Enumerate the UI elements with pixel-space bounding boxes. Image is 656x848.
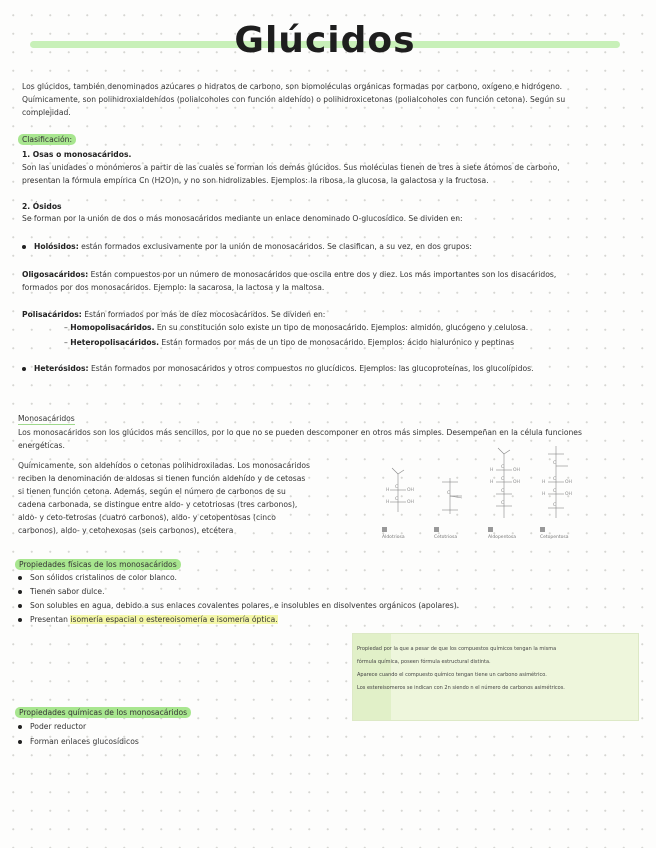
- svg-text:C: C: [501, 465, 505, 470]
- aldotriosa-structure: [390, 468, 406, 512]
- note-line: Propiedad por la que a pesar de que los compuestos químicos tengan la misma: [357, 646, 557, 652]
- intro-line: Los glúcidos, también denominados azúcares o hidratos de carbono, son biomoléculas orgánicas formadas por carbono, oxígeno e hidrógeno.: [22, 82, 562, 91]
- list-item: Presentan isomería espacial o estereoisomería e isomería óptica.: [18, 613, 638, 627]
- oligo-line: formados por dos monosacáridos. Ejemplo: la sacarosa, la lactosa y la maltosa.: [22, 283, 325, 292]
- bullet-icon: [18, 725, 22, 729]
- monosaccharide-figure: [378, 442, 596, 542]
- svg-text:H: H: [542, 492, 546, 497]
- bullet-icon: [18, 618, 22, 622]
- aldopentosa-structure: [496, 448, 512, 518]
- svg-text:C: C: [447, 491, 451, 496]
- propiedades-fisicas-list: [18, 571, 638, 627]
- svg-text:H: H: [490, 480, 494, 485]
- molecule-structures-drawing: [378, 442, 596, 530]
- svg-text:C: C: [553, 503, 557, 508]
- polisacaridos-paragraph: [22, 308, 325, 321]
- monosacaridos-heading: Monosacáridos: [18, 414, 75, 423]
- list-item: Son sólidos cristalinos de color blanco.: [18, 571, 638, 585]
- svg-text:H: H: [386, 488, 390, 493]
- bullet-icon: [18, 740, 22, 744]
- monosacaridos-detail: [18, 459, 348, 537]
- svg-text:OH: OH: [513, 480, 520, 485]
- intro-paragraph: [22, 80, 642, 119]
- bullet-icon: [18, 590, 22, 594]
- propiedades-quimicas-heading: Propiedades químicas de los monosacáridos: [15, 707, 191, 718]
- page-title: Glúcidos: [234, 20, 416, 61]
- bullet-icon: [22, 245, 26, 249]
- bullet-icon: [22, 367, 26, 371]
- heterosidos-text: Están formados por monosacáridos y otros compuestos no glucídicos. Ejemplos: las glucoproteínas, los glucolípidos.: [88, 364, 534, 373]
- homo-text: En su constitución solo existe un tipo de monosacárido. Ejemplos: almidón, glucógeno y celulosa.: [154, 323, 529, 332]
- osas-line: Son las unidades o monómeros a partir de las cuales se forman los demás glúcidos. Sus moléculas tienen de tres a siete átomos de carbono,: [22, 163, 560, 172]
- note-line: Aparece cuando el compuesto químico tengan tiene un carbono asimétrico.: [357, 672, 547, 678]
- list-item: Forman enlaces glucosídicos: [18, 734, 139, 749]
- osas-paragraph: [22, 161, 642, 187]
- figure-label: Aldotriosa: [382, 535, 405, 540]
- figure-label: Aldopentosa: [488, 535, 517, 540]
- osidos-title: 2. Ósidos: [22, 202, 62, 211]
- svg-text:H: H: [542, 480, 546, 485]
- mono-detail-line: si tienen función cetona. Además, según el número de carbonos de su: [18, 487, 286, 496]
- svg-text:OH: OH: [513, 468, 520, 473]
- isomeria-note: [352, 633, 639, 721]
- isomeria-highlight: isomería espacial o estereoisomería e isomería óptica.: [70, 615, 278, 624]
- svg-text:C: C: [553, 477, 557, 482]
- hetero-term: Heteropolisacáridos.: [70, 338, 160, 347]
- holosidos-term: Holósidos:: [34, 242, 79, 251]
- list-item: Tienen sabor dulce.: [18, 585, 638, 599]
- list-item: Son solubles en agua, debido a sus enlaces covalentes polares, e insolubles en disolventes orgánicos (apolares).: [18, 599, 638, 613]
- cetotriosa-structure: [442, 478, 462, 514]
- figure-label: Cetopentosa: [540, 535, 569, 540]
- intro-line: complejidad.: [22, 108, 71, 117]
- intro-line: Químicamente, son polihidroxialdehídos (polialcoholes con función aldehído) o polihidroxicetonas (polialcoholes con función cetona). Según su: [22, 95, 566, 104]
- propiedades-fisicas-heading: Propiedades físicas de los monosacáridos: [15, 559, 181, 570]
- note-line: Los estereisomeros se indican con 2n siendo n el número de carbonos asimétricos.: [357, 685, 565, 691]
- heterosidos-item: [22, 362, 534, 375]
- svg-text:C: C: [501, 477, 505, 482]
- mono-detail-line: Químicamente, son aldehídos o cetonas polihidroxiladas. Los monosacáridos: [18, 461, 310, 470]
- svg-text:OH: OH: [565, 480, 572, 485]
- title-banner: [30, 16, 620, 66]
- mono-detail-line: reciben la denominación de aldosas si tienen función aldehído y de cetosas: [18, 474, 306, 483]
- osidos-text: Se forman por la unión de dos o más monosacáridos mediante un enlace denominado O-glucosídico. Se dividen en:: [22, 214, 463, 223]
- mono-detail-line: carbonos), aldo- y cetohexosas (seis carbonos), etcétera: [18, 526, 234, 535]
- hetero-text: Están formados por más de un tipo de monosacárido. Ejemplos: ácido hialurónico y peptinas: [159, 338, 515, 347]
- heterosidos-term: Heterósidos:: [34, 364, 89, 373]
- figure-marker: [382, 527, 387, 532]
- osas-line: presentan la fórmula empírica Cn (H2O)n, y no son hidrolizables. Ejemplos: la ribosa, la glucosa, la galactosa y la fructosa.: [22, 176, 489, 185]
- svg-text:C: C: [501, 501, 505, 506]
- note-line: fórmula química, poseen fórmula estructural distinta.: [357, 659, 491, 665]
- oligo-line: Están compuestos por un número de monosacáridos que oscila entre dos y diez. Los más importantes son los disacáridos,: [88, 270, 557, 279]
- bullet-icon: [18, 576, 22, 580]
- heteropolisacaridos-item: – Heteropolisacáridos. Están formados por más de un tipo de monosacárido. Ejemplos: ácido hialurónico y peptinas: [64, 338, 515, 347]
- svg-text:C: C: [395, 497, 399, 502]
- figure-marker: [434, 527, 439, 532]
- svg-text:OH: OH: [407, 488, 414, 493]
- mono-detail-line: cadena carbonada, se distingue entre aldo- y cetotriosas (tres carbonos),: [18, 500, 298, 509]
- propiedades-quimicas-list: [18, 719, 139, 749]
- svg-text:C: C: [553, 461, 557, 466]
- mono-line: Los monosacáridos son los glúcidos más sencillos, por lo que no se pueden descomponer en otros más simples. Desempeñan en la célula funciones: [18, 428, 582, 437]
- holosidos-item: [22, 240, 472, 253]
- poli-text: Están formados por más de diez mocosacáridos. Se dividen en:: [81, 310, 326, 319]
- oligosacaridos-paragraph: [22, 268, 642, 294]
- svg-text:OH: OH: [565, 492, 572, 497]
- svg-text:OH: OH: [407, 500, 414, 505]
- figure-label: Cetotriosa: [434, 535, 458, 540]
- list-item: Poder reductor: [18, 719, 139, 734]
- homopolisacaridos-item: – Homopolisacáridos. En su constitución solo existe un tipo de monosacárido. Ejemplos: almidón, glucógeno y celulosa.: [64, 323, 529, 332]
- mono-detail-line: aldo- y ceto-tetrosas (cuatro carbonos), aldo- y cetopentosas (cinco: [18, 513, 276, 522]
- clasificacion-heading: Clasificación:: [18, 134, 76, 145]
- oligo-term: Oligosacáridos:: [22, 270, 89, 279]
- svg-text:C: C: [395, 485, 399, 490]
- figure-marker: [540, 527, 545, 532]
- svg-text:H: H: [386, 500, 390, 505]
- figure-marker: [488, 527, 493, 532]
- svg-text:C: C: [501, 489, 505, 494]
- mono-line: energéticas.: [18, 441, 65, 450]
- osas-title: 1. Osas o monosacáridos.: [22, 150, 132, 159]
- homo-term: Homopolisacáridos.: [70, 323, 155, 332]
- svg-text:H: H: [490, 468, 494, 473]
- bullet-icon: [18, 604, 22, 608]
- svg-text:C: C: [553, 489, 557, 494]
- poli-term: Polisacáridos:: [22, 310, 82, 319]
- holosidos-text: están formados exclusivamente por la unión de monosacáridos. Se clasifican, a su vez, en dos grupos:: [78, 242, 472, 251]
